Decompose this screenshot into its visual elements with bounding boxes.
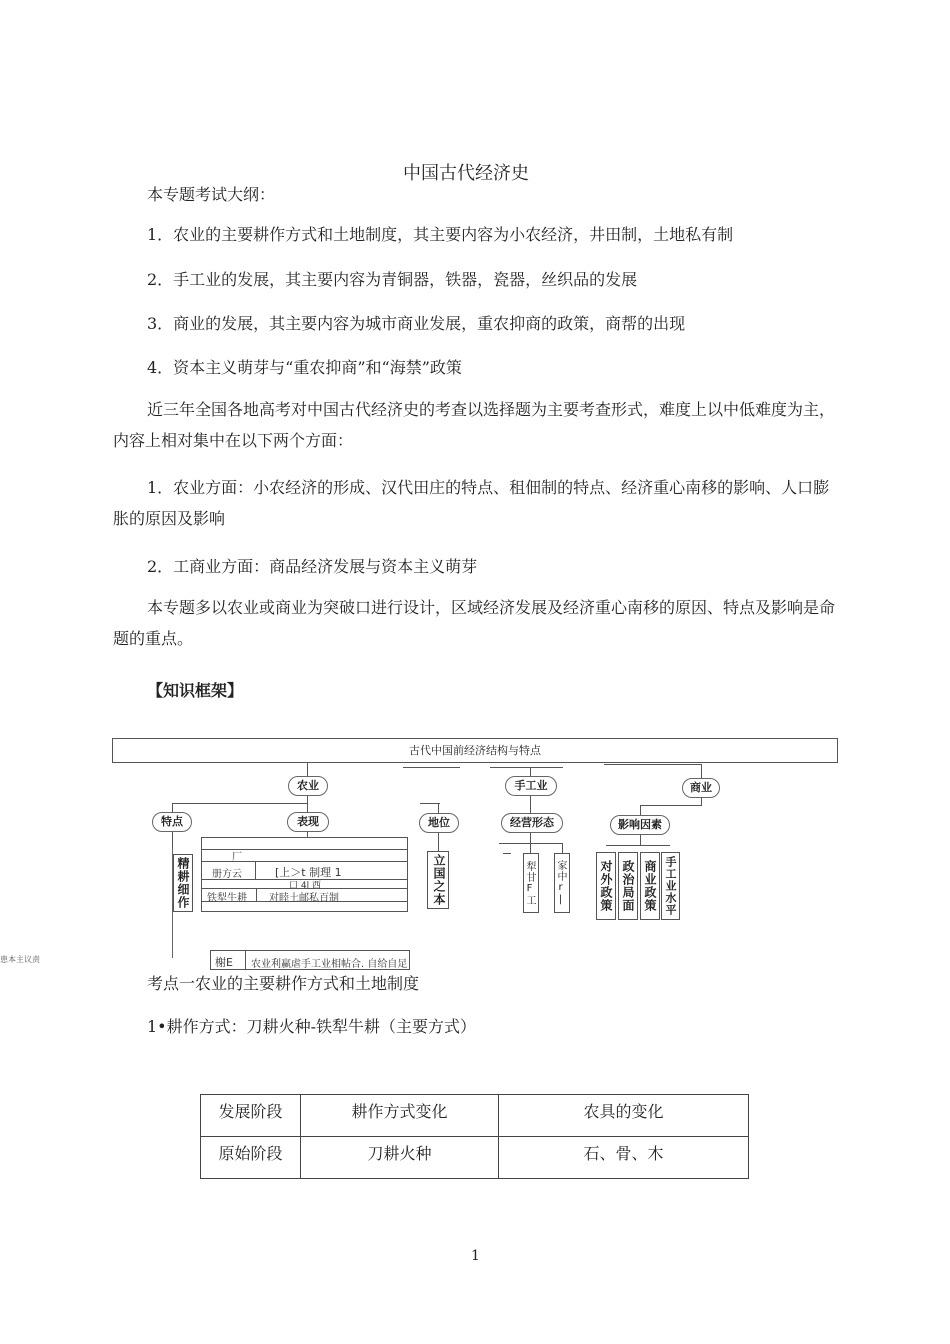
perf-row4-left: 铁犁牛耕: [207, 893, 247, 904]
perf-row2-right: [上＞t 制理 1: [275, 866, 342, 879]
connector: [499, 843, 563, 844]
node-form: 经营形态: [501, 813, 563, 833]
bottom-tag: 榭E: [215, 956, 233, 969]
connector: [606, 845, 670, 846]
table-header-row: [201, 1095, 749, 1137]
performance-table: [201, 837, 408, 912]
col-divider: [255, 861, 256, 879]
connector: [640, 805, 641, 815]
connector: [640, 835, 641, 845]
factor-commerce-policy: 商业政策: [640, 852, 660, 920]
connector: [172, 803, 308, 804]
form-left-box: 犁甘F工: [523, 853, 539, 913]
factor-political-situation: 政治局面: [618, 852, 638, 920]
connector: [420, 803, 440, 804]
table-row: [201, 1137, 749, 1179]
bottom-feature-box: [210, 950, 410, 970]
perf-row2-left: 册方云: [212, 869, 242, 880]
subsection-title: 1•耕作方式：刀耕火种-铁犁牛耕（主要方式）: [147, 1017, 477, 1036]
node-factors: 影响因素: [610, 815, 670, 835]
form-right-box: 家中r|: [554, 853, 570, 913]
connector: [640, 805, 702, 806]
connector: [503, 853, 511, 854]
connector: [307, 796, 308, 812]
outline-item-4: 4．资本主义萌芽与“重农抑商”和“海禁”政策: [147, 358, 462, 377]
outline-item-2: 2．手工业的发展，其主要内容为青铜器，铁器，瓷器，丝织品的发展: [147, 270, 638, 289]
connector: [530, 767, 531, 776]
connector: [530, 796, 531, 813]
intro-paragraph: 近三年全国各地高考对中国古代经济史的考查以选择题为主要考查形式，难度上以中低难度为主，内容上相对集中在以下两个方面：: [113, 400, 836, 450]
table-cell: 原始阶段: [201, 1137, 301, 1179]
section-title: 考点一农业的主要耕作方式和土地制度: [147, 974, 420, 993]
table-header: 农具的变化: [499, 1095, 749, 1137]
node-commerce: 商业: [682, 778, 720, 798]
page-title: 中国古代经济史: [403, 163, 529, 184]
connector: [403, 767, 460, 768]
node-feature: 特点: [152, 812, 192, 832]
focus-paragraph: 本专题多以农业或商业为突破口进行设计，区域经济发展及经济重心南移的原因、特点及影响是命题的重点。: [113, 598, 836, 648]
connector: [604, 764, 702, 765]
perf-row4-right: 对睦土邮私百制: [269, 893, 339, 904]
connector: [307, 763, 308, 776]
bottom-text: 农业利赢虐手工业相帖合. 自给自足: [251, 959, 408, 970]
outline-item-1: 1．农业的主要耕作方式和土地制度，其主要内容为小农经济，井田制，土地私有制: [147, 225, 734, 244]
diagram-banner: 古代中国前经济结构与特点: [112, 738, 838, 763]
connector: [438, 803, 439, 813]
col-divider: [256, 888, 257, 901]
outline-heading: 本专题考试大纲：: [147, 185, 276, 204]
connector: [172, 848, 173, 958]
page-number: 1: [471, 1248, 480, 1264]
node-status: 地位: [419, 813, 459, 833]
node-agriculture: 农业: [288, 776, 328, 796]
margin-note: 患本主议责: [0, 955, 40, 964]
feature-box: 精耕细作: [173, 854, 193, 912]
status-box: 立国之本: [427, 851, 449, 909]
table-header: 耕作方式变化: [301, 1095, 499, 1137]
factor-handicraft-level: 手工业水平: [661, 852, 680, 920]
perf-row3: 口 4l 西: [289, 881, 321, 891]
table-cell: 石、骨、木: [499, 1137, 749, 1179]
table-header: 发展阶段: [201, 1095, 301, 1137]
node-handicraft: 手工业: [505, 776, 557, 796]
connector: [701, 798, 702, 805]
connector: [172, 803, 173, 812]
factor-foreign-policy: 对外政策: [596, 852, 616, 920]
aspect-agriculture: 1．农业方面：小农经济的形成、汉代田庄的特点、租佃制的特点、经济重心南移的影响、人口膨胀的原因及影响: [113, 478, 830, 528]
connector: [701, 764, 702, 778]
col-divider: [245, 951, 246, 969]
connector: [438, 833, 439, 851]
connector: [530, 843, 531, 853]
outline-item-3: 3．商业的发展，其主要内容为城市商业发展，重农抑商的政策，商帮的出现: [147, 314, 686, 333]
framework-label: 【知识框架】: [147, 681, 244, 700]
aspect-commerce: 2．工商业方面：商品经济发展与资本主义萌芽: [147, 557, 478, 576]
connector: [530, 833, 531, 843]
node-performance: 表现: [287, 812, 329, 832]
table-cell: 刀耕火种: [301, 1137, 499, 1179]
perf-row1: 厂: [232, 852, 242, 863]
connector: [562, 843, 563, 853]
farming-table: [200, 1094, 749, 1179]
connector: [490, 767, 563, 768]
